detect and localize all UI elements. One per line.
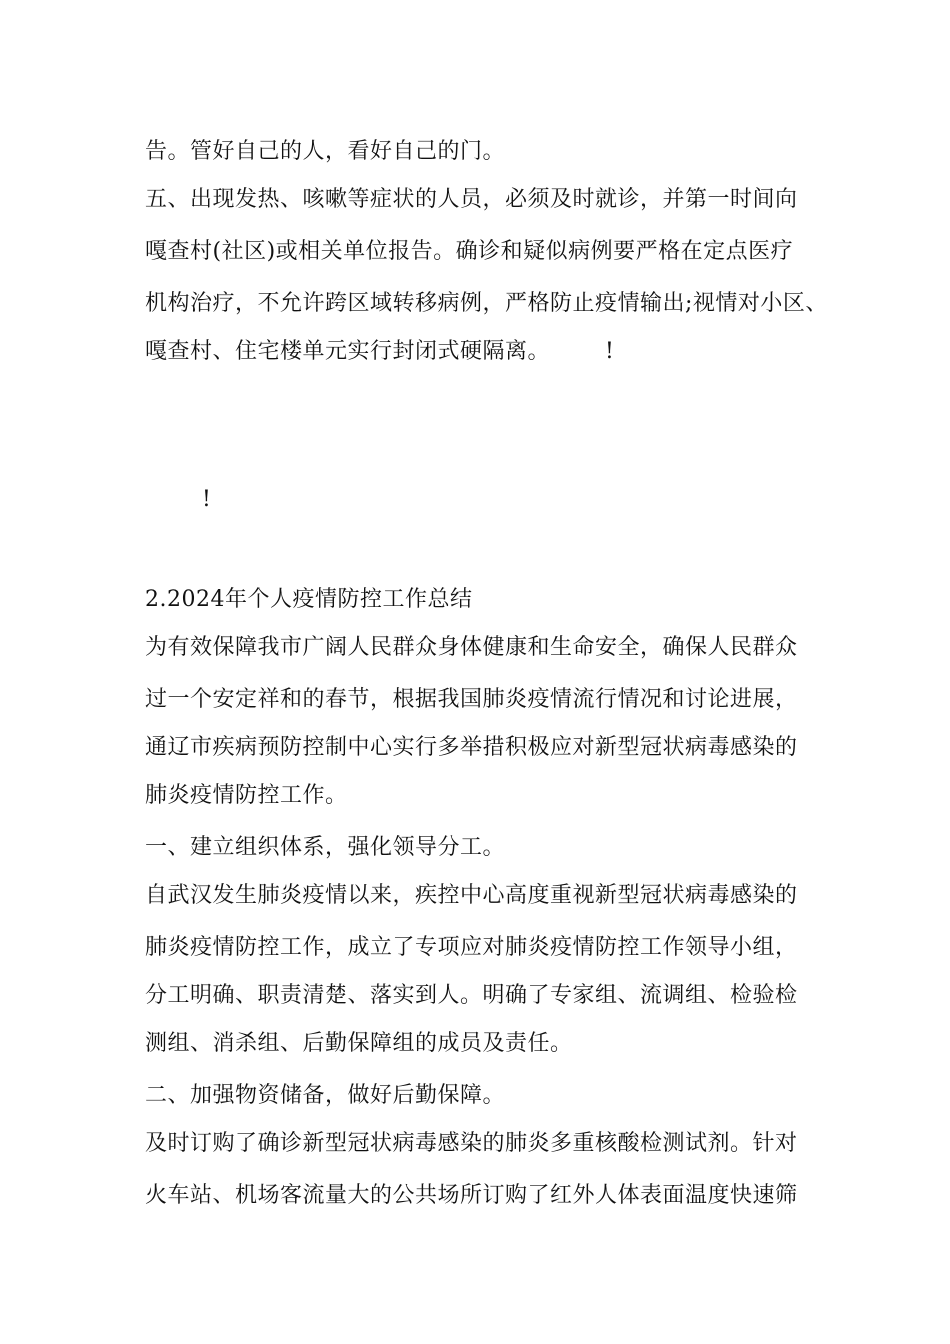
text-line: 过一个安定祥和的春节，根据我国肺炎疫情流行情况和讨论进展， bbox=[145, 687, 798, 712]
text-line: 分工明确、职责清楚、落实到人。明确了专家组、流调组、检验检 bbox=[145, 983, 798, 1008]
text-line: 五、出现发热、咳嗽等症状的人员，必须及时就诊，并第一时间向 bbox=[145, 187, 798, 212]
text-line: 一、建立组织体系，强化领导分工。 bbox=[145, 835, 506, 860]
exclamation-mark: ! bbox=[202, 487, 211, 512]
text-line: 测组、消杀组、后勤保障组的成员及责任。 bbox=[145, 1031, 573, 1056]
text-line: 肺炎疫情防控工作，成立了专项应对肺炎疫情防控工作领导小组， bbox=[145, 935, 798, 960]
text-line: 二、加强物资储备，做好后勤保障。 bbox=[145, 1083, 506, 1108]
text-line: 通辽市疾病预防控制中心实行多举措积极应对新型冠状病毒感染的 bbox=[145, 735, 798, 760]
exclamation-mark: ! bbox=[605, 339, 614, 364]
text-line: 自武汉发生肺炎疫情以来，疾控中心高度重视新型冠状病毒感染的 bbox=[145, 883, 798, 908]
text-line: 机构治疗，不允许跨区域转移病例，严格防止疫情输出;视情对小区、 bbox=[145, 291, 828, 316]
text-line: 为有效保障我市广阔人民群众身体健康和生命安全，确保人民群众 bbox=[145, 635, 798, 660]
text-line: 肺炎疫情防控工作。 bbox=[145, 783, 348, 808]
text-line: 告。管好自己的人，看好自己的门。 bbox=[145, 139, 506, 164]
text-line: 及时订购了确诊新型冠状病毒感染的肺炎多重核酸检测试剂。针对 bbox=[145, 1131, 798, 1156]
text-line: 嘎查村(社区)或相关单位报告。确诊和疑似病例要严格在定点医疗 bbox=[145, 239, 794, 264]
text-line: 火车站、机场客流量大的公共场所订购了红外人体表面温度快速筛 bbox=[145, 1183, 798, 1208]
text-line: 嘎查村、住宅楼单元实行封闭式硬隔离。 bbox=[145, 339, 551, 364]
section-heading: 2.2024年个人疫情防控工作总结 bbox=[145, 587, 473, 612]
